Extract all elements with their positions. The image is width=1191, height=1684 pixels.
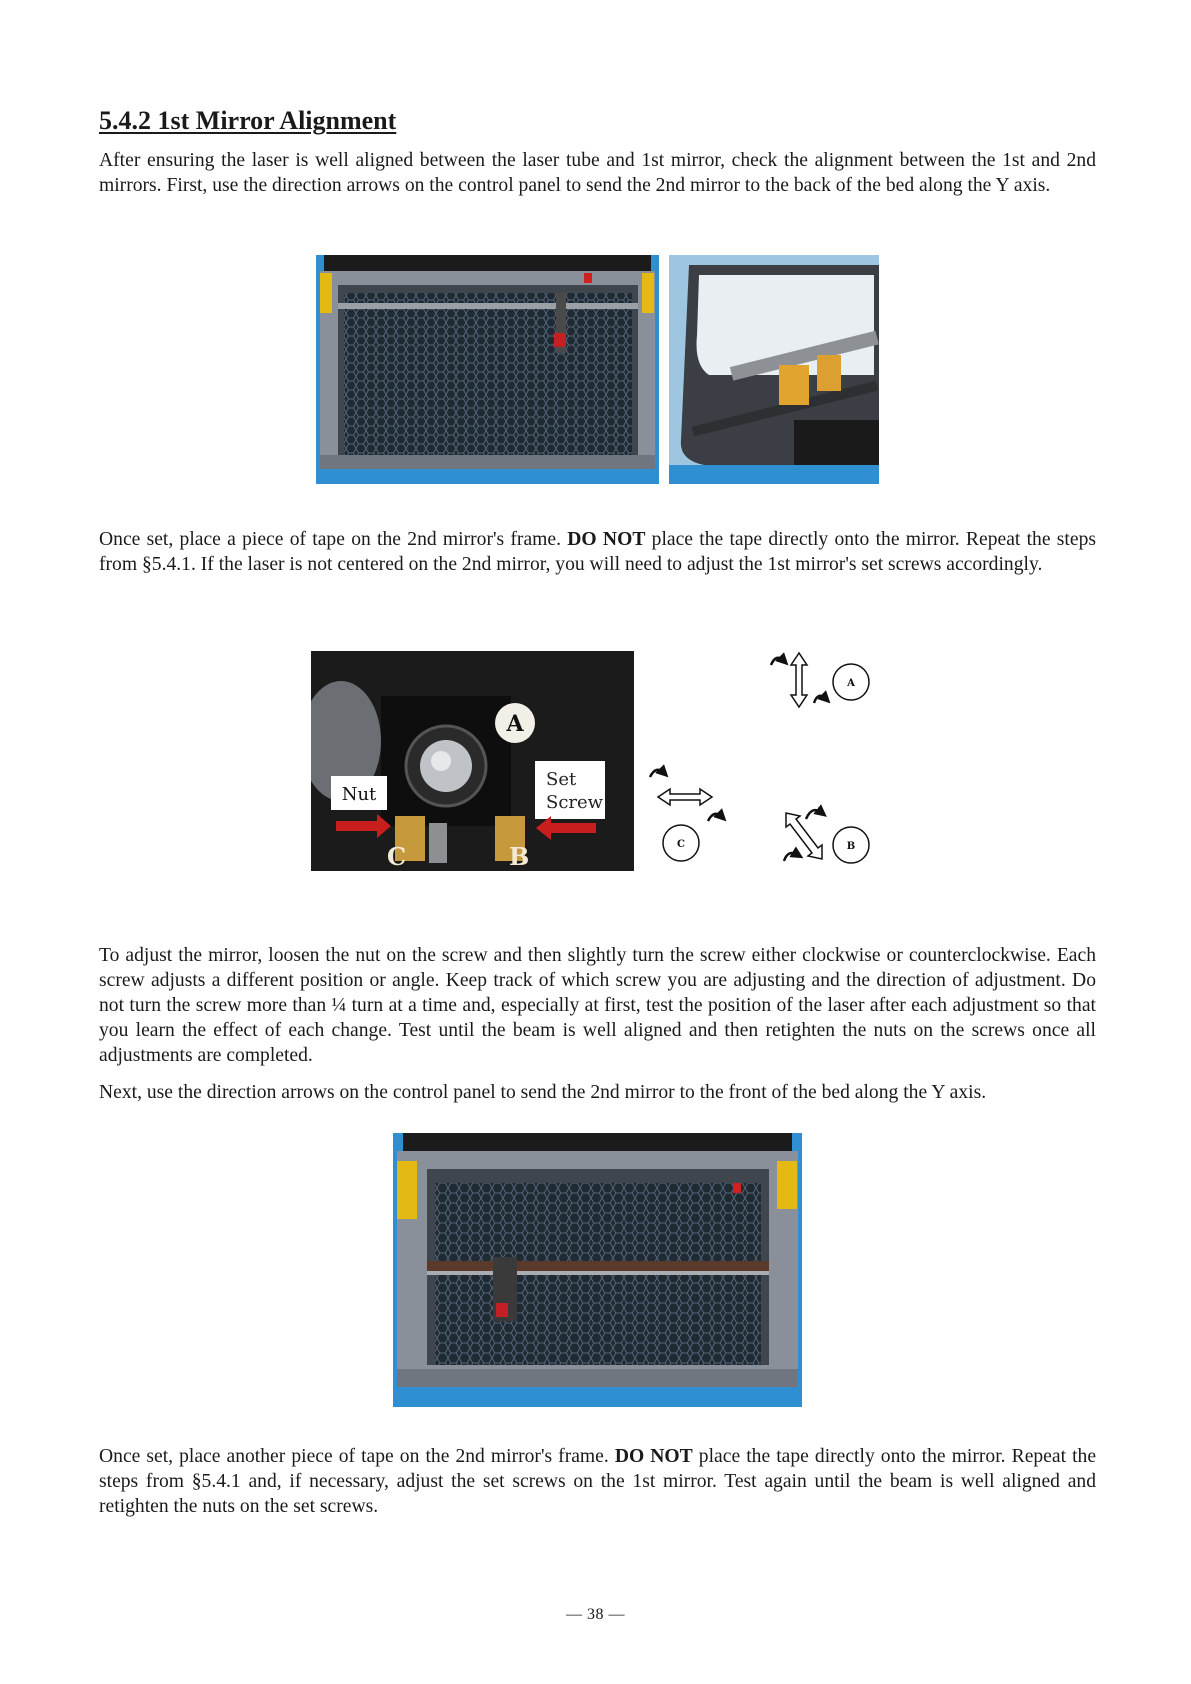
horizontal-arrow-c	[650, 770, 722, 861]
figure-label-b: B	[509, 842, 530, 871]
paragraph-final-warning: DO NOT	[614, 1446, 693, 1467]
paragraph-front-of-bed: Next, use the direction arrows on the control panel to send the 2nd mirror to the front of the bed along the Y axis.	[99, 1082, 987, 1103]
diagonal-arrow-b	[784, 810, 869, 863]
paragraph-final-text-2: place the tape directly onto the mirror. Repeat the steps from §5.4.1 and, if necessary, adjust the set screws on the 1st mirror. Test again until the beam is well aligned and retighten the nuts on the set screws.	[99, 1446, 1097, 1517]
photo-mirror-closeup	[669, 255, 879, 484]
paragraph-tape-text-2: place the tape directly onto the mirror. Repeat the steps from §5.4.1. If the laser is not centered on the 2nd mirror, you will need to adjust the 1st mirror's set screws accordingly.	[99, 529, 1096, 575]
paragraph-intro: After ensuring the laser is well aligned between the laser tube and 1st mirror, check the alignment between the 1st and 2nd mirrors. First, use the direction arrows on the control panel to send the 2nd mirror to the back of the bed along the Y axis.	[99, 150, 1096, 196]
figure-label-set: Set	[546, 769, 577, 790]
diagram-label-c: C	[677, 839, 685, 850]
paragraph-tape-instructions	[99, 527, 1096, 577]
photo-laser-bed-front	[393, 1133, 802, 1407]
paragraph-tape-text-1: Once set, place a piece of tape on the 2nd mirror's frame.	[99, 529, 568, 550]
diagram-label-a: A	[847, 678, 855, 689]
photo-laser-bed-back	[316, 255, 659, 484]
adjustment-direction-diagram	[646, 645, 886, 875]
paragraph-adjust-mirror: To adjust the mirror, loosen the nut on the screw and then slightly turn the screw either clockwise or counterclockwise. Each screw adjusts a different position or angle. Keep track of which screw you are adjusting and the direction of adjustment. Do not turn the screw more than ¼ turn at a time and, especially at first, test the position of the laser after each adjustment so that you learn the effect of each change. Test until the beam is well aligned and then retighten the nuts on the screws once all adjustments are completed.	[99, 945, 1096, 1066]
paragraph-final-check	[99, 1444, 1096, 1519]
photo-mirror-screws	[311, 651, 634, 871]
vertical-arrow-a	[771, 653, 869, 707]
figure-label-c: C	[387, 842, 407, 871]
paragraph-final-text-1: Once set, place another piece of tape on the 2nd mirror's frame.	[99, 1446, 615, 1467]
paragraph-tape-warning: DO NOT	[567, 529, 646, 550]
diagram-label-b: B	[846, 841, 856, 852]
figure-label-nut: Nut	[341, 784, 377, 805]
figure-label-a: A	[506, 711, 524, 737]
section-heading: 5.4.2 1st Mirror Alignment	[99, 106, 397, 135]
figure-label-screw: Screw	[546, 792, 604, 813]
page-number: — 38 —	[566, 1606, 625, 1623]
